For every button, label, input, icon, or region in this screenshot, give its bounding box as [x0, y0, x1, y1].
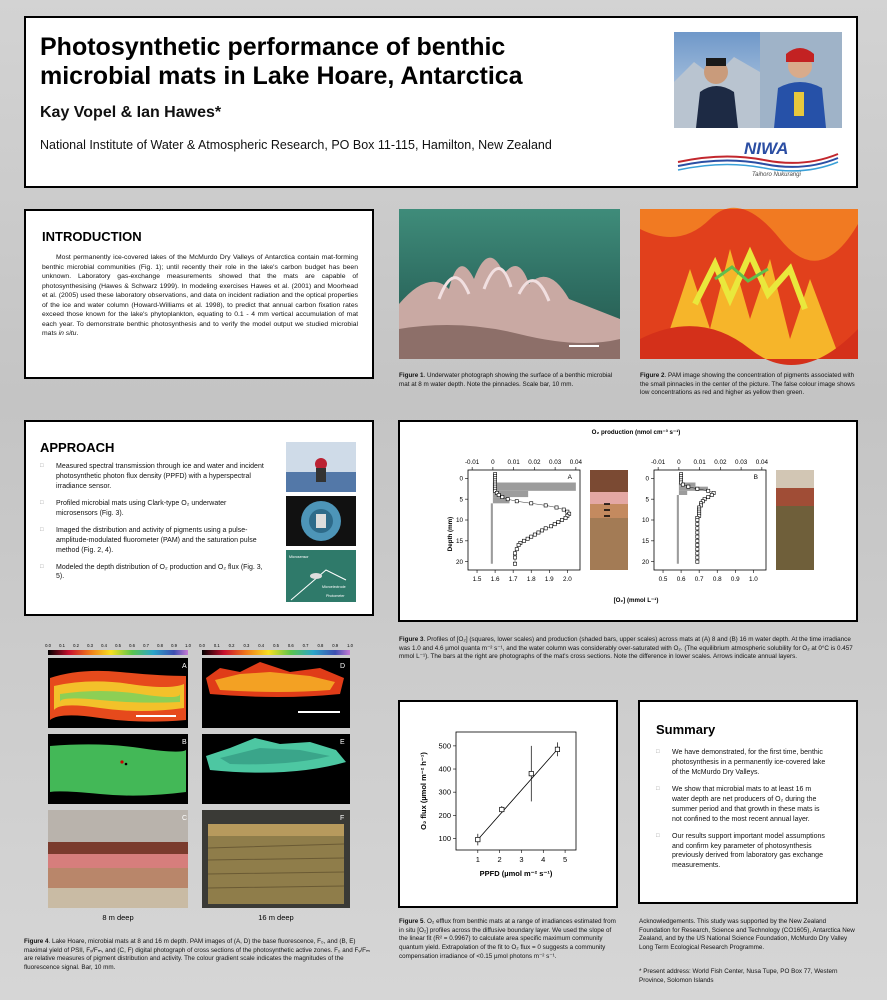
figure4: [40, 638, 352, 928]
figure5-panel: [398, 700, 618, 908]
y-tick-label: 0: [459, 475, 463, 483]
figure4-caption: Figure 4. Lake Hoare, microbial mats at 8 and 16 m depth. PAM images of (A, D) the base fluorescence, F₀, and (B, E) maximal yield of PSII, Fᵥ/Fₘ, and (C, F) digital photograph of cross sections of the photosynthetic active zones. F₀ and Fᵥ/Fₘ are relative measures of pigment distribution and activity. The colour gradient scale indicates the magnitudes of the fluorescence signal. Bar, 10 mm.: [24, 938, 370, 972]
figure3-panel: [398, 420, 858, 622]
oxygen-point: [513, 552, 516, 555]
colour-scale-tick: 0.5: [115, 643, 121, 648]
panel-label-c: C: [182, 815, 188, 822]
mat-cross-section-b: [776, 470, 814, 570]
data-point: [529, 771, 533, 775]
approach-photo-diver: [286, 496, 356, 546]
colour-scale-tick: 0.9: [332, 643, 339, 648]
colour-scale-tick: 0.7: [143, 643, 149, 648]
y-tick-label: 5: [459, 496, 463, 504]
depth-label-16m: 16 m deep: [258, 913, 294, 922]
photo-label-microelectrode: Microelectrode: [322, 585, 346, 589]
plot-frame: [654, 470, 766, 570]
oxygen-point: [707, 495, 710, 498]
summary-panel: [638, 700, 858, 904]
colour-scale-tick: 0.2: [73, 643, 79, 648]
acknowledgements: Acknowledgements. This study was supported by the New Zealand Foundation for Research, Science and Technology (CO1605), Antarctica New Zealand, and by the US National Science Foundation, McMurdo Dry Valley Long Term Ecological Research Programme.: [639, 918, 855, 952]
mat-cross-section-a: [590, 470, 628, 570]
x2-tick-label: -0.01: [650, 459, 666, 466]
x2-tick-label: 0.03: [734, 459, 748, 466]
colour-scale-tick: 1.0: [185, 643, 191, 648]
data-point: [500, 807, 504, 811]
y-tick-label: 500: [438, 741, 451, 751]
y-tick-label: 5: [645, 496, 649, 504]
x-tick-label: 0.7: [694, 576, 704, 583]
panel-label-a: A: [182, 663, 187, 670]
oxygen-point: [517, 543, 520, 546]
oxygen-point: [515, 548, 518, 551]
poster-title: Photosynthetic performance of benthic microbial mats in Lake Hoare, Antarctica: [40, 33, 523, 90]
x2-tick-label: 0.03: [548, 459, 562, 466]
colour-scale-tick: 0.7: [302, 643, 309, 648]
oxygen-point: [537, 531, 540, 534]
oxygen-point: [530, 535, 533, 538]
figure3-y-axis-label: Depth (mm): [447, 516, 454, 552]
x-tick-label: 2: [497, 855, 502, 864]
x2-tick-label: 0.01: [693, 459, 706, 466]
poster-affiliation: National Institute of Water & Atmospheric Research, PO Box 11-115, Hamilton, New Zealand: [40, 138, 552, 152]
colour-scale-right: [202, 650, 350, 655]
figure3-chart: [400, 422, 856, 620]
y-tick-label: 0: [645, 475, 649, 483]
oxygen-point: [696, 539, 699, 542]
oxygen-point: [681, 483, 684, 486]
figure3-bottom-axis-label: [O₂] (mmol L⁻¹): [613, 597, 659, 604]
oxygen-point: [696, 535, 699, 538]
profile-panel-b: [642, 459, 768, 583]
panel-f-cross-section-photo: [202, 810, 350, 908]
oxygen-point: [560, 518, 563, 521]
colour-scale-tick: 0.6: [287, 643, 294, 648]
x-tick-label: 4: [541, 855, 546, 864]
oxygen-point: [710, 493, 713, 496]
y-tick-label: 15: [455, 538, 463, 546]
panel-label: B: [753, 474, 758, 481]
y-tick-label: 400: [438, 764, 451, 774]
colour-scale-tick: 0.9: [171, 643, 177, 648]
x-tick-label: 1: [475, 855, 480, 864]
oxygen-point: [530, 502, 533, 505]
poster-authors: Kay Vopel & Ian Hawes*: [40, 104, 222, 121]
present-address: * Present address: World Fish Center, Nusa Tupe, PO Box 77, Western Province, Solomon Islands: [639, 968, 838, 984]
introduction-panel: [24, 209, 374, 379]
x-tick-label: 0.9: [730, 576, 740, 583]
oxygen-point: [687, 485, 690, 488]
panel-a-base-fluorescence: [48, 658, 188, 728]
oxygen-point: [513, 562, 516, 565]
figure1-underwater-photo: [399, 209, 620, 359]
oxygen-point: [515, 500, 518, 503]
x-tick-label: 0.8: [712, 576, 722, 583]
colour-scale-tick: 0.1: [59, 643, 65, 648]
colour-scale-tick: 0.4: [258, 643, 265, 648]
oxygen-point: [497, 493, 500, 496]
oxygen-point: [696, 548, 699, 551]
y-axis-label: O₂ flux (µmol m⁻² h⁻¹): [419, 752, 428, 830]
colour-scale-tick: 0.8: [157, 643, 163, 648]
data-point: [555, 747, 559, 751]
panel-label-d: D: [340, 663, 346, 670]
x-tick-label: 1.7: [508, 576, 518, 583]
oxygen-point: [501, 495, 504, 498]
colour-scale-tick: 0.6: [129, 643, 135, 648]
production-bar: [493, 483, 576, 491]
researchers-photo: [674, 32, 842, 128]
x-tick-label: 1.6: [490, 576, 500, 583]
colour-scale-tick: 0.5: [273, 643, 279, 648]
colour-scale-left: [48, 650, 188, 655]
colour-scale-tick: 0.3: [243, 643, 250, 648]
oxygen-point: [549, 525, 552, 528]
approach-heading: APPROACH: [40, 440, 115, 455]
oxygen-point: [526, 537, 529, 540]
x2-tick-label: 0.01: [507, 459, 520, 466]
x2-tick-label: 0: [677, 459, 681, 466]
x2-tick-label: 0.04: [569, 459, 582, 466]
x-tick-label: 1.8: [526, 576, 536, 583]
summary-heading: Summary: [656, 722, 716, 737]
approach-list: [40, 462, 268, 589]
oxygen-point: [696, 527, 699, 530]
panel-b-maximal-yield: [48, 734, 188, 804]
oxygen-point: [540, 529, 543, 532]
oxygen-point: [553, 523, 556, 526]
oxygen-point: [557, 520, 560, 523]
x2-tick-label: 0.04: [755, 459, 768, 466]
photo-label-microsensor: Microsensor: [289, 555, 309, 559]
colour-scale-tick: 1.0: [347, 643, 353, 648]
panel-label-b: B: [182, 739, 187, 746]
oxygen-point: [555, 506, 558, 509]
y-tick-label: 200: [438, 810, 451, 820]
oxygen-point: [696, 552, 699, 555]
poster-header: [24, 16, 858, 188]
figure2-pam-image: [640, 209, 858, 359]
approach-photo-ice: [286, 442, 356, 492]
x-tick-label: 1.9: [544, 576, 554, 583]
figure1-caption: Figure 1. Underwater photograph showing the surface of a benthic microbial mat at 8 m water depth. Note the pinnacles. Scale bar, 10 mm.: [399, 372, 613, 388]
colour-scale-tick: 0.0: [45, 643, 51, 648]
oxygen-point: [696, 556, 699, 559]
approach-panel: [24, 420, 374, 616]
y-tick-label: 20: [641, 558, 649, 566]
oxygen-point: [707, 489, 710, 492]
x-tick-label: 0.6: [676, 576, 686, 583]
approach-item: □ Profiled microbial mats using Clark-type O₂ underwater microsensors (Fig. 3).: [40, 499, 268, 519]
x-tick-label: 1.5: [472, 576, 482, 583]
oxygen-point: [533, 533, 536, 536]
figure2-caption: Figure 2. PAM image showing the concentration of pigments associated with the small pinnacles in the center of the picture. The false colour image shows low concentrations as red and higher as yellow then green.: [640, 372, 855, 397]
x-tick-label: 2.0: [562, 576, 572, 583]
summary-item: □ We show that microbial mats to at least 16 m water depth are net producers of O₂ during the summer period and that growth in these mats is not confined to the most recent annual layer.: [656, 785, 826, 825]
figure3-top-axis-label: O₂ production (nmol cm⁻³ s⁻¹): [591, 429, 681, 436]
depth-label-8m: 8 m deep: [102, 913, 134, 922]
colour-scale-tick: 0.4: [101, 643, 107, 648]
y-tick-label: 300: [438, 787, 451, 797]
x2-tick-label: 0.02: [528, 459, 541, 466]
approach-item: □ Imaged the distribution and activity of pigments using a pulse-amplitude-modulated fluorometer (PAM) and the saturation pulse method (Fig. 2, 4).: [40, 526, 268, 556]
oxygen-point: [696, 543, 699, 546]
oxygen-point: [696, 523, 699, 526]
oxygen-point: [564, 516, 567, 519]
figure5-chart: [400, 702, 616, 906]
oxygen-point: [696, 518, 699, 521]
oxygen-point: [696, 560, 699, 563]
x-axis-label: PPFD (µmol m⁻² s⁻¹): [479, 869, 553, 878]
production-bar: [679, 487, 708, 491]
linear-fit-line: [478, 749, 558, 839]
oxygen-point: [544, 527, 547, 530]
production-bar: [679, 491, 687, 495]
oxygen-point: [544, 504, 547, 507]
panel-d-base-fluorescence: [202, 658, 350, 728]
panel-label: A: [567, 474, 572, 481]
oxygen-point: [513, 556, 516, 559]
introduction-heading: INTRODUCTION: [42, 229, 142, 244]
colour-scale-tick: 0.2: [228, 643, 235, 648]
approach-item: □ Measured spectral transmission through ice and water and incident photosynthetic photon flux density (PPFD) with a hyperspectral irradiance sensor.: [40, 462, 268, 492]
x-tick-label: 3: [519, 855, 524, 864]
colour-scale-tick: 0.1: [213, 643, 220, 648]
figure5-caption: Figure 5. O₂ efflux from benthic mats at a range of irradiances estimated from in situ [O₂] profiles across the diffusive boundary layer. We used the slope of the linear fit (R² = 0.9967) to calculate area specific maximum community quantum yield. Extrapolation of the fit to O₂ flux = 0 suggests a community compensation irradiance of <0.15 µmol photons m⁻² s⁻¹.: [399, 918, 616, 960]
panel-label-e: E: [340, 739, 345, 746]
panel-e-maximal-yield: [202, 734, 350, 804]
oxygen-point: [562, 508, 565, 511]
x-tick-label: 1.0: [748, 576, 758, 583]
figure3-caption: Figure 3. Profiles of [O₂] (squares, lower scales) and production (shaded bars, upper scales) across mats at (A) 8 and (B) 16 m water depth. At the time irradiance was 1.0 and 4.6 µmol quanta m⁻² s⁻¹, and the water column was considerably over-saturated with O₂. (The equilibrium atmospheric solubility for O₂ at 0°C is 0.457 mmol L⁻¹). The bars at the right are photographs of the mat's cross sections. Note the difference in lower scales. Arrows indicate annual layers.: [399, 636, 853, 661]
approach-item: □ Modeled the depth distribution of O₂ production and O₂ flux (Fig. 3, 5).: [40, 563, 268, 583]
production-bar: [491, 503, 493, 563]
colour-scale-tick: 0.3: [87, 643, 93, 648]
summary-list: [656, 748, 826, 878]
introduction-text: Most permanently ice-covered lakes of the McMurdo Dry Valleys of Antarctica contain mat-forming benthic microbial communities (Fig. 1); until recently their role in the lake's carbon budget has been unknown. Laboratory gas-exchange measurements showed that the mats are capable of photosynthesising (Hawes & Schwarz 1999). In modeling exercises Hawes et al. (2001) and Moorhead et al. (2005) used these laboratory observations, and data on incident radiation and the optical properties of the ice and water column (Howard-Williams et al. 1998), to predict that annual carbon fixation rates exceed those known for the lake's phytoplankton, equating to 0.1 - 4 mm vertical accumulation of mat each year. To demonstrate benthic photosynthesis and to verify the model output we studied microbial mats in situ.: [42, 254, 358, 338]
x2-tick-label: 0: [491, 459, 495, 466]
niwa-logo-tagline: Taihoro Nukurangi: [752, 172, 801, 178]
niwa-logo: [674, 132, 842, 180]
y-tick-label: 10: [641, 517, 649, 525]
photo-label-photometer: Photometer: [326, 594, 345, 598]
panel-c-cross-section-photo: [48, 810, 188, 908]
colour-scale-tick: 0.0: [199, 643, 205, 648]
x2-tick-label: -0.01: [464, 459, 480, 466]
y-tick-label: 15: [641, 538, 649, 546]
niwa-logo-text: NIWA: [744, 139, 789, 158]
oxygen-point: [506, 498, 509, 501]
summary-item: □ Our results support important model assumptions and confirm key parameter of photosynthesis previously derived from laboratory gas exchange measurements.: [656, 832, 826, 872]
colour-scale-tick: 0.8: [317, 643, 324, 648]
summary-item: □ We have demonstrated, for the first time, benthic photosynthesis in a permanently ice-covered lake of the McMurdo Dry Valleys.: [656, 748, 826, 778]
y-tick-label: 10: [455, 517, 463, 525]
oxygen-point: [696, 487, 699, 490]
x-tick-label: 5: [563, 855, 568, 864]
profile-panel-a: [456, 459, 582, 583]
approach-photo-sensors: [286, 550, 356, 602]
data-point: [476, 837, 480, 841]
x-tick-label: 0.5: [658, 576, 668, 583]
y-tick-label: 20: [455, 558, 463, 566]
panel-label-f: F: [340, 815, 345, 822]
oxygen-point: [522, 539, 525, 542]
production-bar: [677, 495, 679, 564]
x2-tick-label: 0.02: [714, 459, 727, 466]
oxygen-point: [696, 531, 699, 534]
y-tick-label: 100: [438, 833, 451, 843]
